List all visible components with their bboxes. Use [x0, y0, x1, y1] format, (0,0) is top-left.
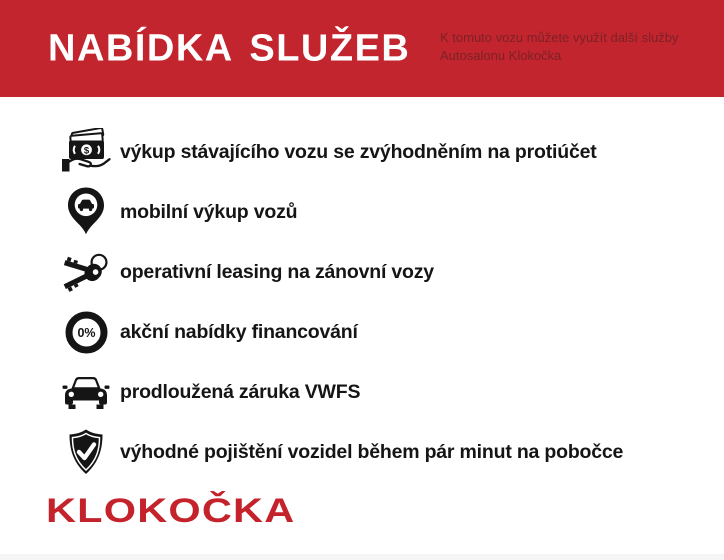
zero-percent-icon	[60, 304, 112, 360]
header-subtitle	[440, 29, 678, 65]
header-subtitle-line2: Autosalonu Klokočka	[440, 48, 562, 63]
service-label: výkup stávajícího vozu se zvýhodněním na protiúčet	[120, 140, 597, 163]
service-label: mobilní výkup vozů	[120, 200, 298, 223]
footer-strip	[0, 554, 724, 560]
keys-icon	[60, 244, 112, 300]
service-row-insurance	[60, 422, 623, 482]
header-subtitle-line1: K tomuto vozu můžete využít další služby	[440, 30, 679, 45]
service-row-warranty	[60, 362, 623, 422]
car-icon	[60, 364, 112, 420]
cash-in-hand-icon	[60, 124, 112, 180]
service-row-mobile-buyout	[60, 182, 623, 242]
car-location-pin-icon	[60, 184, 112, 240]
cash-symbol: $	[83, 145, 90, 157]
shield-check-icon	[60, 424, 112, 480]
klokocka-logo: KLOKOČKA	[46, 492, 296, 530]
service-label: akční nabídky financování	[120, 320, 358, 343]
service-row-leasing	[60, 242, 623, 302]
services-list	[60, 122, 623, 482]
page-title: NABÍDKA SLUŽEB	[48, 27, 411, 69]
zero-percent-label: 0%	[76, 325, 96, 340]
service-label: prodloužená záruka VWFS	[120, 380, 361, 403]
service-label: operativní leasing na zánovní vozy	[120, 260, 434, 283]
service-label: výhodné pojištění vozidel během pár minut na pobočce	[120, 440, 624, 463]
service-row-financing	[60, 302, 623, 362]
service-row-trade-in	[60, 122, 623, 182]
header-banner	[0, 0, 724, 97]
